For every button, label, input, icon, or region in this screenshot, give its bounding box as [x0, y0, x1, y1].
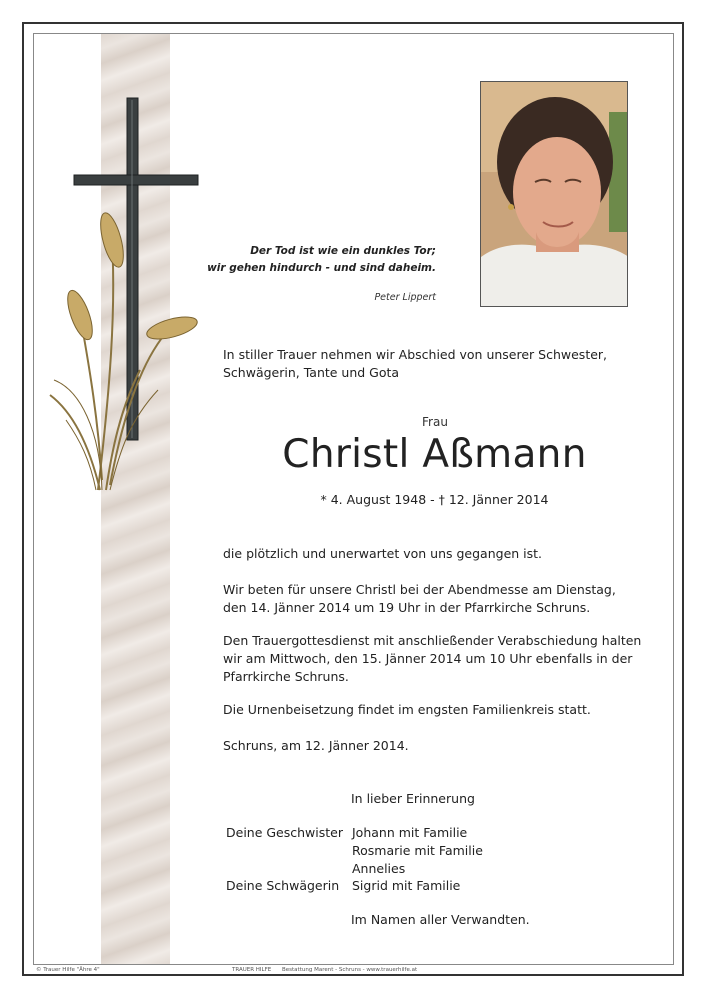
signature-name: Rosmarie mit Familie: [352, 843, 483, 858]
paragraph-line: wir am Mittwoch, den 15. Jänner 2014 um 10 Uhr ebenfalls in der: [223, 651, 633, 666]
signature-name: Annelies: [352, 861, 406, 876]
signature-names: [352, 877, 460, 895]
footer-brand: TRAUER HILFE: [232, 967, 272, 973]
place-date: Schruns, am 12. Jänner 2014.: [223, 738, 409, 753]
intro-line: In stiller Trauer nehmen wir Abschied von unserer Schwester,: [223, 347, 608, 362]
signature-heading: In lieber Erinnerung: [351, 791, 475, 806]
quote-line: wir gehen hindurch - und sind daheim.: [207, 262, 436, 274]
paragraph-line: Den Trauergottesdienst mit anschließender Verabschiedung halten: [223, 633, 642, 648]
deceased-name: Christl Aßmann: [282, 432, 587, 477]
paragraph-line: Pfarrkirche Schruns.: [223, 669, 349, 684]
paragraph-2: [223, 581, 616, 617]
paragraph-4: Die Urnenbeisetzung findet im engsten Familienkreis statt.: [223, 702, 591, 717]
signature-name: Sigrid mit Familie: [352, 878, 461, 893]
quote: [200, 243, 436, 277]
salutation: Frau: [422, 415, 448, 429]
signature-label: Deine Schwägerin: [226, 878, 340, 893]
paragraph-line: Wir beten für unsere Christl bei der Abendmesse am Dienstag,: [223, 582, 616, 597]
signature-names: [352, 824, 483, 878]
paragraph-1: die plötzlich und unerwartet von uns gegangen ist.: [223, 546, 543, 561]
signature-closing: Im Namen aller Verwandten.: [351, 912, 530, 927]
intro-line: Schwägerin, Tante und Gota: [223, 365, 400, 380]
footer-undertaker: Bestattung Marent - Schruns - www.trauerhilfe.at: [282, 967, 418, 973]
paragraph-line: den 14. Jänner 2014 um 19 Uhr in der Pfarrkirche Schruns.: [223, 600, 591, 615]
quote-line: Der Tod ist wie ein dunkles Tor;: [250, 245, 436, 257]
life-dates: * 4. August 1948 - † 12. Jänner 2014: [320, 492, 549, 507]
cross-with-wheat-icon: [40, 90, 210, 510]
paragraph-3: [223, 632, 641, 686]
footer-copyright: © Trauer Hilfe "Ähre 4": [36, 967, 100, 973]
portrait-photo: [480, 81, 628, 307]
signature-name: Johann mit Familie: [352, 825, 468, 840]
intro-text: [223, 346, 607, 382]
quote-author: Peter Lippert: [374, 292, 436, 303]
signature-label: Deine Geschwister: [226, 825, 343, 840]
